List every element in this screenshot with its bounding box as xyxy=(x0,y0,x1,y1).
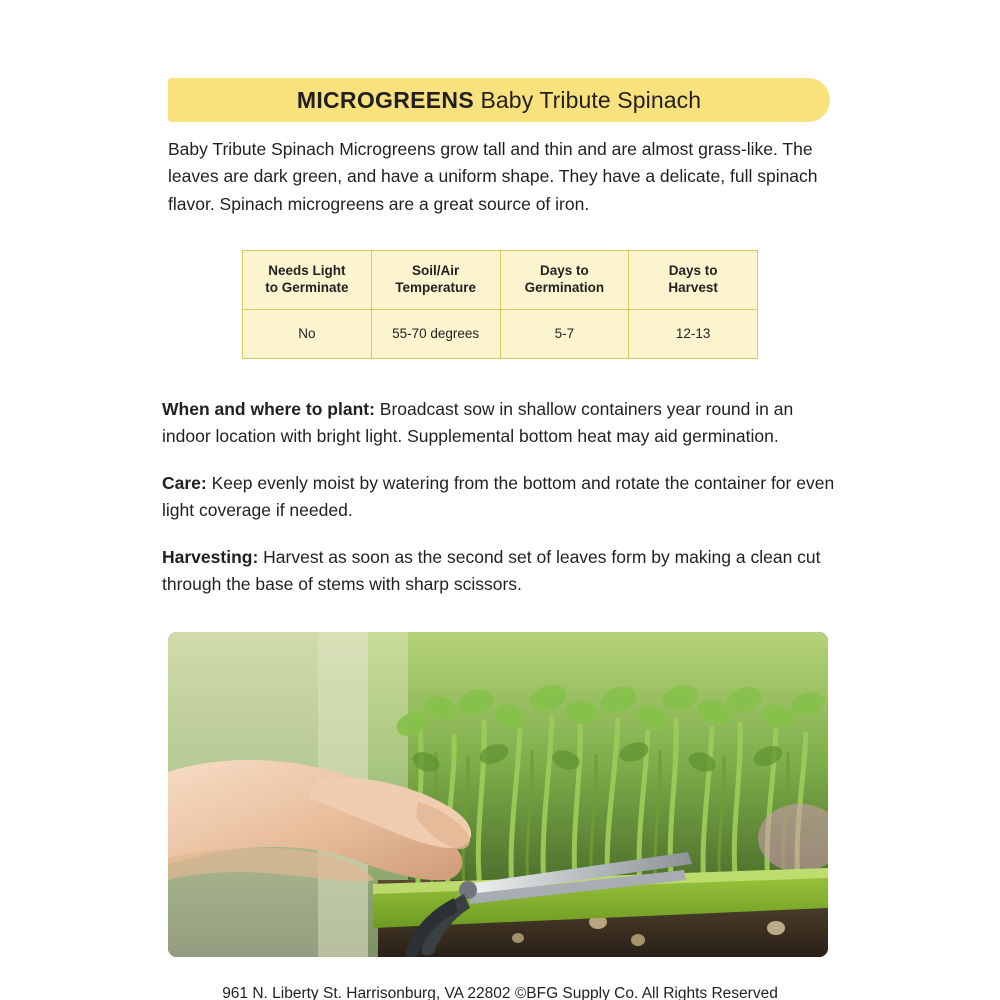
header-banner xyxy=(168,78,830,122)
table-cell-days-to-germination: 5-7 xyxy=(500,309,629,358)
instruction-when-and-where-to-plant xyxy=(162,396,842,449)
instruction-label: Care: xyxy=(162,473,207,494)
instruction-label: Harvesting: xyxy=(162,547,259,568)
instruction-care xyxy=(162,470,842,523)
table-cell-days-to-harvest: 12-13 xyxy=(629,309,758,358)
instruction-text: Keep evenly moist by watering from the bottom and rotate the container for even light coverage if needed. xyxy=(162,473,835,520)
instruction-text: Harvest as soon as the second set of leaves form by making a clean cut through the base of stems with sharp scissors. xyxy=(162,547,821,594)
instructions-section xyxy=(162,396,842,598)
footer-address: 961 N. Liberty St. Harrisonburg, VA 22802 ©BFG Supply Co. All Rights Reserved xyxy=(222,985,778,1000)
instruction-harvesting xyxy=(162,544,842,597)
table-header-days-to-germination: Days to Germination xyxy=(500,251,629,310)
table-cell-needs-light: No xyxy=(243,309,372,358)
growing-specs-table xyxy=(242,250,758,359)
table-header-temperature: Soil/Air Temperature xyxy=(371,251,500,310)
table-header-needs-light: Needs Light to Germinate xyxy=(243,251,372,310)
product-category: MICROGREENS xyxy=(296,86,474,113)
table-cell-temperature: 55-70 degrees xyxy=(371,309,500,358)
table-header-days-to-harvest: Days to Harvest xyxy=(629,251,758,310)
harvesting-photo-illustration xyxy=(168,632,828,957)
table-header-row xyxy=(243,251,758,310)
instruction-text: Broadcast sow in shallow containers year round in an indoor location with bright light. Supplemental bottom heat may aid germination. xyxy=(162,399,794,446)
table-row xyxy=(243,309,758,358)
description-paragraph: Baby Tribute Spinach Microgreens grow tall and thin and are almost grass-like. The leaves are dark green, and have a uniform shape. They have a delicate, full spinach flavor. Spinach microgreens are a great source of iron. xyxy=(168,139,818,214)
instruction-label: When and where to plant: xyxy=(162,399,375,419)
page-title xyxy=(297,87,701,114)
product-variety: Baby Tribute Spinach xyxy=(480,86,702,113)
harvesting-photo xyxy=(168,632,828,957)
